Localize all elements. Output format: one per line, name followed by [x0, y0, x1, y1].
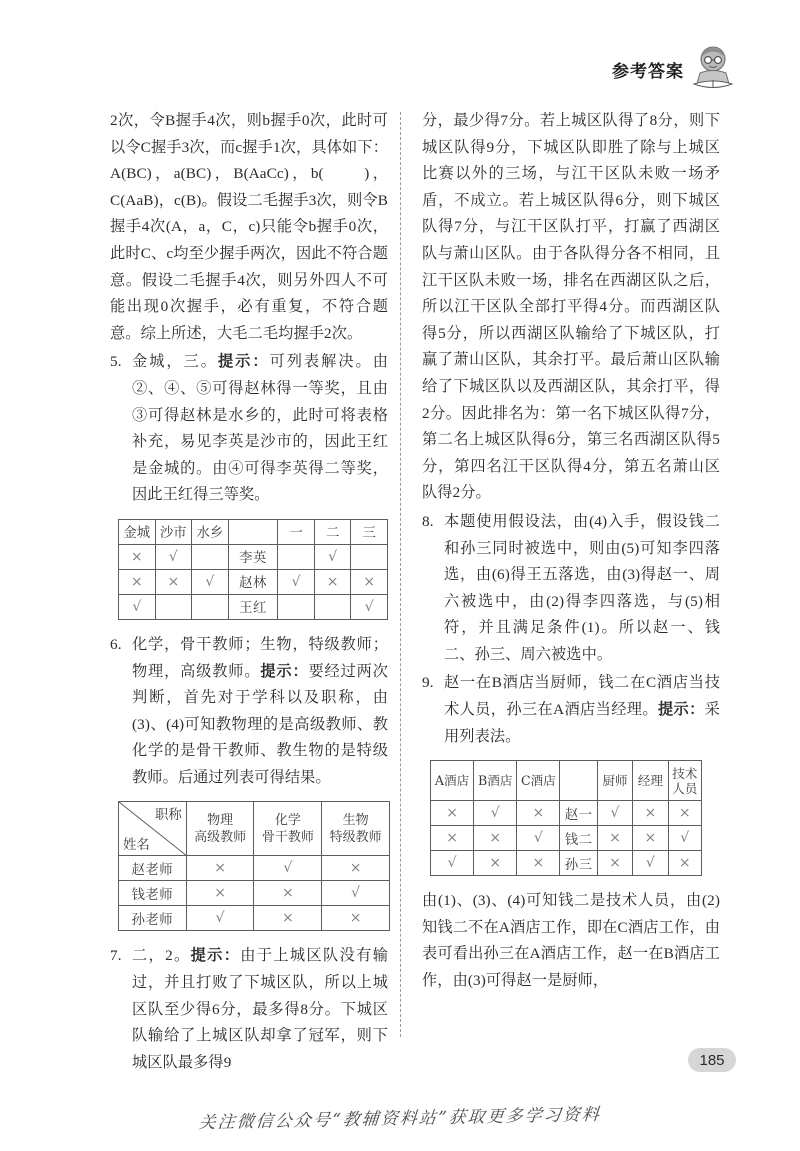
cell-qian-physics: ×	[186, 881, 254, 906]
header-role-manager: 经理	[633, 761, 668, 801]
header-subject-biology: 生物	[342, 812, 369, 828]
table-row	[119, 906, 390, 931]
table-row	[431, 761, 702, 801]
cell-zhaolin-first: √	[278, 569, 315, 594]
answer-item-9	[422, 670, 720, 750]
item-number-6: 6.	[110, 635, 122, 653]
cell-zhaoyi-hotel-b: √	[474, 801, 517, 826]
table-row	[119, 594, 388, 619]
page-number-badge: 185	[688, 1048, 736, 1072]
cell-city-shashi: 沙市	[155, 519, 192, 544]
answer-item-7	[110, 943, 388, 1076]
cell-row-name-sunsan: 孙三	[560, 851, 597, 876]
cell-rank-first: 一	[278, 519, 315, 544]
item-8-text: 本题使用假设法，由(4)入手，假设钱二和孙三同时被选中，则由(5)可知李四落选，由(6)得王五落选，由(3)得赵一、周六被选中，由(2)得李四落选，与(5)相符，并且满足条件(1)。所以赵一、钱二、孙三、周六被选中。	[444, 512, 720, 663]
cell-zhaoyi-hotel-a: ×	[431, 801, 474, 826]
header-subject-physics: 物理	[207, 812, 234, 828]
footer-watermark: 关注微信公众号“教辅资料站”获取更多学习资料	[197, 1104, 602, 1134]
item-6-hint-label: 提示：	[260, 662, 309, 680]
cell-wanghong-shuixiang	[192, 594, 229, 619]
cell-qian-biology: √	[322, 881, 390, 906]
item-7-hint-text: 由于上城区队没有输过，并且打败了下城区队，所以上城区队至少得6分，最多得8分。下城区队输给了上城区队却拿了冠军，则下城区队最多得9	[132, 947, 388, 1071]
table-row	[119, 881, 390, 906]
cell-zhao-chemistry: √	[254, 856, 322, 881]
cell-sunsan-chef: ×	[597, 851, 632, 876]
cell-row-name-qian: 钱老师	[119, 881, 187, 906]
table-corner-cell	[119, 802, 187, 856]
item-number-7: 7.	[110, 947, 122, 965]
cell-row-name-zhaolin: 赵林	[228, 569, 278, 594]
left-column	[0, 108, 400, 1071]
answer-item-5	[110, 349, 388, 509]
cell-sunsan-manager: √	[633, 851, 668, 876]
left-carryover-paragraph: 2次，令B握手4次，则b握手0次，此时可以令C握手3次，而c握手1次，具体如下：A(BC)，a(BC)，B(AaCc)，b( )，C(AaB)，c(B)。假设二毛握手3次，则令B握手4次(A，a，C，c)只能令b握手0次，此时C、c均至少握手两次，因此不符合题意。假设二毛握手4次，则另外四人不可能出现0次握手，必有重复，不符合题意。综上所述，大毛二毛均握手2次。	[110, 112, 388, 342]
cell-liying-jincheng: ×	[119, 544, 156, 569]
header-role-chef: 厨师	[597, 761, 632, 801]
item-9-hint-text: 采用列表法。	[444, 701, 720, 745]
cell-liying-shashi: √	[155, 544, 192, 569]
answer-item-8	[422, 509, 720, 669]
cell-wanghong-second	[314, 594, 351, 619]
cell-rank-second: 二	[314, 519, 351, 544]
cell-sun-physics: √	[186, 906, 254, 931]
right-closing-paragraph: 由(1)、(3)、(4)可知钱二是技术人员，由(2)知钱二不在A酒店工作，即在C酒店工作，由表可看出孙三在A酒店工作，赵一在B酒店工作，由(3)可得赵一是厨师，	[422, 892, 720, 990]
cell-row-name-zhao: 赵老师	[119, 856, 187, 881]
cell-wanghong-third: √	[351, 594, 388, 619]
cell-sunsan-hotel-a: √	[431, 851, 474, 876]
cell-wanghong-first	[278, 594, 315, 619]
cell-wanghong-jincheng: √	[119, 594, 156, 619]
cell-city-shuixiang: 水乡	[192, 519, 229, 544]
header-cell-biology	[322, 802, 390, 856]
header-rank-special: 特级教师	[329, 829, 382, 845]
table-row	[431, 801, 702, 826]
cell-row-name-wanghong: 王红	[228, 594, 278, 619]
cell-zhao-physics: ×	[186, 856, 254, 881]
cell-row-name-qianer: 钱二	[560, 826, 597, 851]
prize-logic-table	[118, 519, 388, 620]
table-row	[119, 856, 390, 881]
reading-child-icon	[690, 44, 736, 94]
cell-wanghong-shashi	[155, 594, 192, 619]
cell-qianer-technician: √	[668, 826, 701, 851]
cell-zhaoyi-hotel-c: ×	[517, 801, 560, 826]
table-row	[431, 851, 702, 876]
item-9-hint-label: 提示：	[657, 701, 705, 719]
item-9-answer: 赵一在B酒店当厨师，钱二在C酒店当技术人员，孙三在A酒店当经理。	[444, 674, 720, 719]
item-7-answer: 二，2。	[132, 947, 191, 965]
cell-sunsan-hotel-b: ×	[474, 851, 517, 876]
teacher-logic-table	[118, 801, 390, 931]
cell-row-name-sun: 孙老师	[119, 906, 187, 931]
cell-zhaolin-jincheng: ×	[119, 569, 156, 594]
header-rank-backbone: 骨干教师	[261, 829, 314, 845]
header-hotel-b: B酒店	[474, 761, 517, 801]
cell-liying-second: √	[314, 544, 351, 569]
page-header-title: 参考答案	[612, 61, 684, 82]
item-5-hint-text: 可列表解决。由②、④、⑤可得赵林得一等奖，且由③可得赵林是水乡的，此时可将表格补充，易见李英是沙市的，因此王红是金城的。由④可得李英得二等奖，因此王红得三等奖。	[132, 353, 388, 504]
cell-qianer-hotel-b: ×	[474, 826, 517, 851]
cell-qianer-chef: ×	[597, 826, 632, 851]
cell-rank-third: 三	[351, 519, 388, 544]
item-7-hint-label: 提示：	[190, 947, 241, 965]
cell-city-jincheng: 金城	[119, 519, 156, 544]
item-number-5: 5.	[110, 353, 122, 371]
item-6-hint-text: 要经过两次判断，首先对于学科以及职称，由(3)、(4)可知教物理的是高级教师、教化学的是骨干教师、教生物的是特级教师。后通过列表可得结果。	[132, 662, 388, 786]
item-number-8: 8.	[422, 512, 434, 530]
cell-liying-first	[278, 544, 315, 569]
cell-row-name-zhaoyi: 赵一	[560, 801, 597, 826]
cell-qianer-manager: ×	[633, 826, 668, 851]
cell-sunsan-hotel-c: ×	[517, 851, 560, 876]
cell-zhaolin-shuixiang: √	[192, 569, 229, 594]
cell-qianer-hotel-a: ×	[431, 826, 474, 851]
cell-zhaoyi-technician: ×	[668, 801, 701, 826]
right-carryover-paragraph: 分，最少得7分。若上城区队得了8分，则下城区队得9分，下城区队即胜了除与上城区比赛以外的三场，与江干区队未败一场矛盾，不成立。若上城区队得6分，则下城区队得7分，与江干区队打平，打赢了西湖区队与萧山区队。由于各队得分各不相同，且江干区队未败一场，排名在西湖区队之后，所以江干区队全部打平得4分。而西湖区队得5分，所以西湖区队输给了下城区队，打赢了萧山区队，其余打平。最后萧山区队输给了下城区队以及西湖区队，其余打平，得2分。因此排名为：第一名下城区队得7分，第二名上城区队得6分，第三名西湖区队得5分，第四名江干区队得4分，第五名萧山区队得2分。	[422, 112, 720, 502]
header-name-blank	[560, 761, 597, 801]
hotel-logic-table	[430, 760, 702, 876]
item-6-answer: 化学，骨干教师；生物，特级教师；物理，高级教师。	[132, 635, 388, 680]
corner-label-rank: 职称	[154, 808, 182, 824]
header-hotel-a: A酒店	[431, 761, 474, 801]
cell-zhaolin-second: ×	[314, 569, 351, 594]
cell-zhaoyi-chef: √	[597, 801, 632, 826]
header-hotel-c: C酒店	[517, 761, 560, 801]
cell-zhaolin-shashi: ×	[155, 569, 192, 594]
item-5-hint-label: 提示：	[217, 353, 270, 371]
cell-qian-chemistry: ×	[254, 881, 322, 906]
cell-name-header	[228, 519, 278, 544]
cell-liying-shuixiang	[192, 544, 229, 569]
table-row	[119, 569, 388, 594]
header-subject-chemistry: 化学	[274, 812, 301, 828]
cell-zhao-biology: ×	[322, 856, 390, 881]
right-column	[400, 108, 800, 1038]
table-row	[431, 826, 702, 851]
header-cell-chemistry	[254, 802, 322, 856]
cell-sun-chemistry: ×	[254, 906, 322, 931]
page-header	[612, 44, 736, 94]
cell-zhaoyi-manager: ×	[633, 801, 668, 826]
cell-qianer-hotel-c: √	[517, 826, 560, 851]
item-5-answer: 金城，三。	[132, 353, 218, 371]
header-rank-senior: 高级教师	[194, 829, 247, 845]
header-cell-physics	[186, 802, 254, 856]
cell-zhaolin-third: ×	[351, 569, 388, 594]
corner-label-name: 姓名	[123, 838, 150, 854]
item-number-9: 9.	[422, 674, 434, 692]
table-row	[119, 519, 388, 544]
table-row	[119, 544, 388, 569]
cell-row-name-liying: 李英	[228, 544, 278, 569]
cell-sunsan-technician: ×	[668, 851, 701, 876]
answer-item-6	[110, 632, 388, 792]
table-row	[119, 802, 390, 856]
header-role-technician: 技术人员	[668, 761, 701, 801]
cell-liying-third	[351, 544, 388, 569]
cell-sun-biology: ×	[322, 906, 390, 931]
